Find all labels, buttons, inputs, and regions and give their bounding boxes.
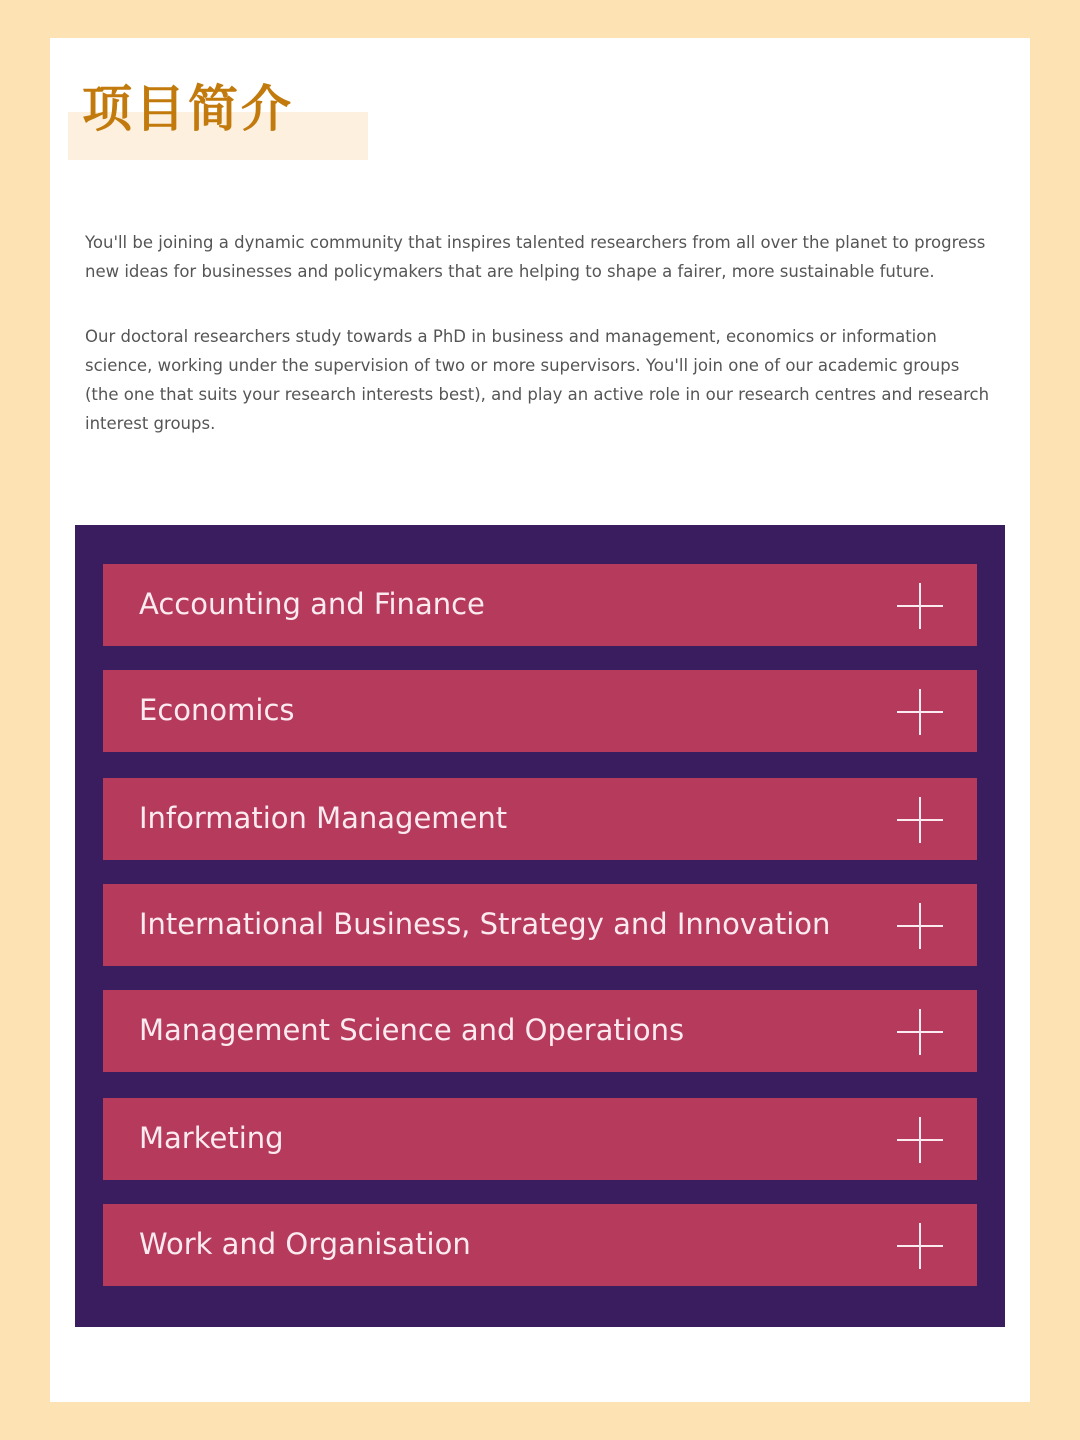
plus-icon[interactable] (897, 1223, 943, 1269)
intro-paragraph-1: You'll be joining a dynamic community that inspires talented researchers from all over the planet to progress new ideas for businesses and policymakers that are helping to shape a fairer, more sustainable future. (85, 233, 986, 281)
intro-text (85, 228, 995, 474)
accordion-item-marketing[interactable] (103, 1098, 977, 1180)
accordion-item-international-business[interactable] (103, 884, 977, 966)
section-header (68, 76, 368, 162)
page-title: 项目简介 (82, 80, 294, 138)
program-accordion (75, 525, 1005, 1327)
plus-icon[interactable] (897, 583, 943, 629)
plus-icon[interactable] (897, 797, 943, 843)
plus-icon[interactable] (897, 903, 943, 949)
content-card (50, 38, 1030, 1402)
accordion-item-label: Information Management (139, 801, 508, 835)
plus-icon[interactable] (897, 689, 943, 735)
accordion-item-management-science[interactable] (103, 990, 977, 1072)
plus-icon[interactable] (897, 1117, 943, 1163)
accordion-item-label: Economics (139, 693, 295, 727)
accordion-item-label: Work and Organisation (139, 1227, 471, 1261)
accordion-item-information-management[interactable] (103, 778, 977, 860)
accordion-item-accounting-and-finance[interactable] (103, 564, 977, 646)
accordion-item-label: Marketing (139, 1121, 284, 1155)
accordion-item-label: International Business, Strategy and Innovation (139, 907, 831, 941)
accordion-item-label: Accounting and Finance (139, 587, 485, 621)
accordion-item-label: Management Science and Operations (139, 1013, 685, 1047)
intro-paragraph-2: Our doctoral researchers study towards a PhD in business and management, economics or information science, working under the supervision of two or more supervisors. You'll join one of our academic groups (the one that suits your research interests best), and play an active role in our research centres and research interest groups. (85, 327, 990, 433)
accordion-item-work-and-organisation[interactable] (103, 1204, 977, 1286)
accordion-item-economics[interactable] (103, 670, 977, 752)
plus-icon[interactable] (897, 1009, 943, 1055)
